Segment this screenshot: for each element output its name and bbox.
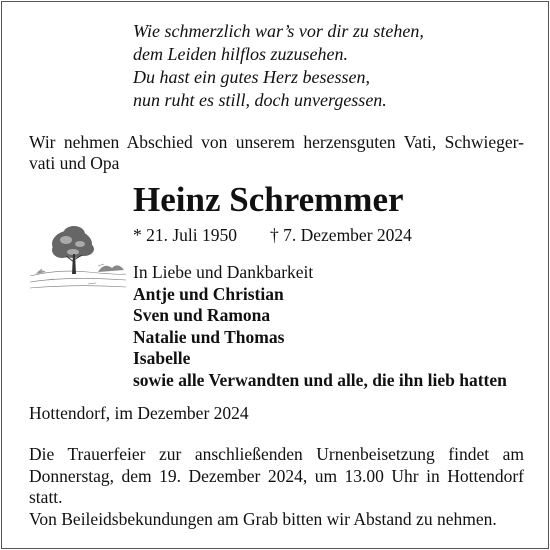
mourner-name: Sven und Ramona [133,305,271,325]
mourner-name: Isabelle [133,348,191,368]
ceremony-info [29,444,524,530]
poem-line: Du hast ein gutes Herz besessen, [133,67,370,87]
deceased-name: Heinz Schremmer [133,180,404,219]
mourner-name: Antje und Christian [133,283,284,304]
death-date: † 7. Dezember 2024 [270,225,412,245]
mourner-name: sowie alle Verwandten und alle, die ihn lieb hatten [133,369,507,390]
ceremony-line: Donnerstag, dem 19. Dezember 2024, um 13.00 Uhr in Hottendorf [29,465,524,486]
poem [133,20,453,112]
poem-line: dem Leiden hilflos zuzusehen. [133,44,348,64]
ceremony-line: statt. [29,487,63,507]
farewell-line: vati und Opa [29,153,120,173]
mourners-intro: In Liebe und Dankbarkeit [133,262,314,282]
tree-landscape-icon [28,214,128,294]
farewell-intro [29,132,524,174]
poem-line: nun ruht es still, doch unvergessen. [133,90,387,110]
mourners-block [133,262,528,391]
ceremony-line: Die Trauerfeier zur anschließenden Urnenbeisetzung findet am [29,444,524,464]
birth-date: * 21. Juli 1950 [133,225,238,245]
mourner-name: Natalie und Thomas [133,326,285,347]
farewell-line: Wir nehmen Abschied von unserem herzensguten Vati, Schwieger- [29,132,524,152]
ceremony-line: Von Beileidsbekundungen am Grab bitten wir Abstand zu nehmen. [29,508,497,529]
poem-line: Wie schmerzlich war’s vor dir zu stehen, [133,21,424,41]
place-date: Hottendorf, im Dezember 2024 [29,403,249,423]
